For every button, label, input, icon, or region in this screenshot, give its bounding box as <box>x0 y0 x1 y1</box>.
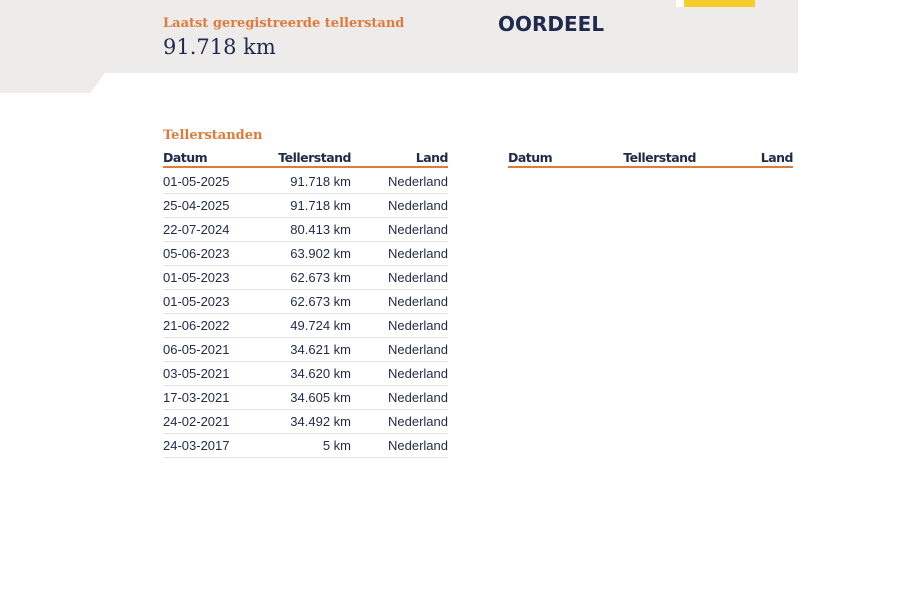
table-row <box>163 338 448 362</box>
cell-date: 24-02-2021 <box>163 410 263 434</box>
cell-date: 06-05-2021 <box>163 338 263 362</box>
cell-date: 24-03-2017 <box>163 434 263 458</box>
cell-country: Nederland <box>351 194 448 218</box>
cell-country: Nederland <box>351 338 448 362</box>
readings-table-left <box>163 150 448 458</box>
column-header-date: Datum <box>508 150 608 167</box>
column-header-country: Land <box>351 150 448 167</box>
cell-count: 34.620 km <box>263 362 351 386</box>
cell-count: 34.605 km <box>263 386 351 410</box>
column-header-date: Datum <box>163 150 263 167</box>
cell-country: Nederland <box>351 410 448 434</box>
header-band <box>0 0 798 73</box>
readings-section-title: Tellerstanden <box>163 128 263 143</box>
verdict-heading: OORDEEL <box>498 12 605 36</box>
cell-date: 05-06-2023 <box>163 242 263 266</box>
table-row <box>163 314 448 338</box>
table-header-row <box>508 150 793 167</box>
cell-count: 49.724 km <box>263 314 351 338</box>
verdict-badge <box>676 0 755 7</box>
table-row <box>163 218 448 242</box>
header-notch <box>0 73 105 93</box>
table-row <box>163 266 448 290</box>
table-row <box>163 434 448 458</box>
cell-count: 34.492 km <box>263 410 351 434</box>
cell-count: 91.718 km <box>263 194 351 218</box>
table-row <box>163 410 448 434</box>
cell-date: 01-05-2025 <box>163 167 263 194</box>
cell-country: Nederland <box>351 386 448 410</box>
cell-country: Nederland <box>351 362 448 386</box>
column-header-country: Land <box>696 150 793 167</box>
cell-country: Nederland <box>351 266 448 290</box>
readings-table-right <box>508 150 793 168</box>
table-row <box>163 362 448 386</box>
cell-count: 62.673 km <box>263 266 351 290</box>
cell-date: 25-04-2025 <box>163 194 263 218</box>
table-row <box>163 194 448 218</box>
last-reading-label: Laatst geregistreerde tellerstand <box>163 16 405 31</box>
cell-date: 17-03-2021 <box>163 386 263 410</box>
cell-country: Nederland <box>351 434 448 458</box>
column-header-count: Tellerstand <box>263 150 351 167</box>
cell-count: 80.413 km <box>263 218 351 242</box>
cell-date: 21-06-2022 <box>163 314 263 338</box>
cell-date: 01-05-2023 <box>163 266 263 290</box>
cell-country: Nederland <box>351 218 448 242</box>
cell-country: Nederland <box>351 290 448 314</box>
cell-count: 5 km <box>263 434 351 458</box>
cell-count: 62.673 km <box>263 290 351 314</box>
cell-date: 22-07-2024 <box>163 218 263 242</box>
cell-count: 34.621 km <box>263 338 351 362</box>
table-header-row <box>163 150 448 167</box>
table-row <box>163 167 448 194</box>
last-reading-value: 91.718 km <box>163 35 276 59</box>
table-row <box>163 386 448 410</box>
table-row <box>163 290 448 314</box>
cell-count: 91.718 km <box>263 167 351 194</box>
cell-date: 01-05-2023 <box>163 290 263 314</box>
cell-count: 63.902 km <box>263 242 351 266</box>
cell-date: 03-05-2021 <box>163 362 263 386</box>
cell-country: Nederland <box>351 314 448 338</box>
table-row <box>163 242 448 266</box>
cell-country: Nederland <box>351 242 448 266</box>
column-header-count: Tellerstand <box>608 150 696 167</box>
cell-country: Nederland <box>351 167 448 194</box>
